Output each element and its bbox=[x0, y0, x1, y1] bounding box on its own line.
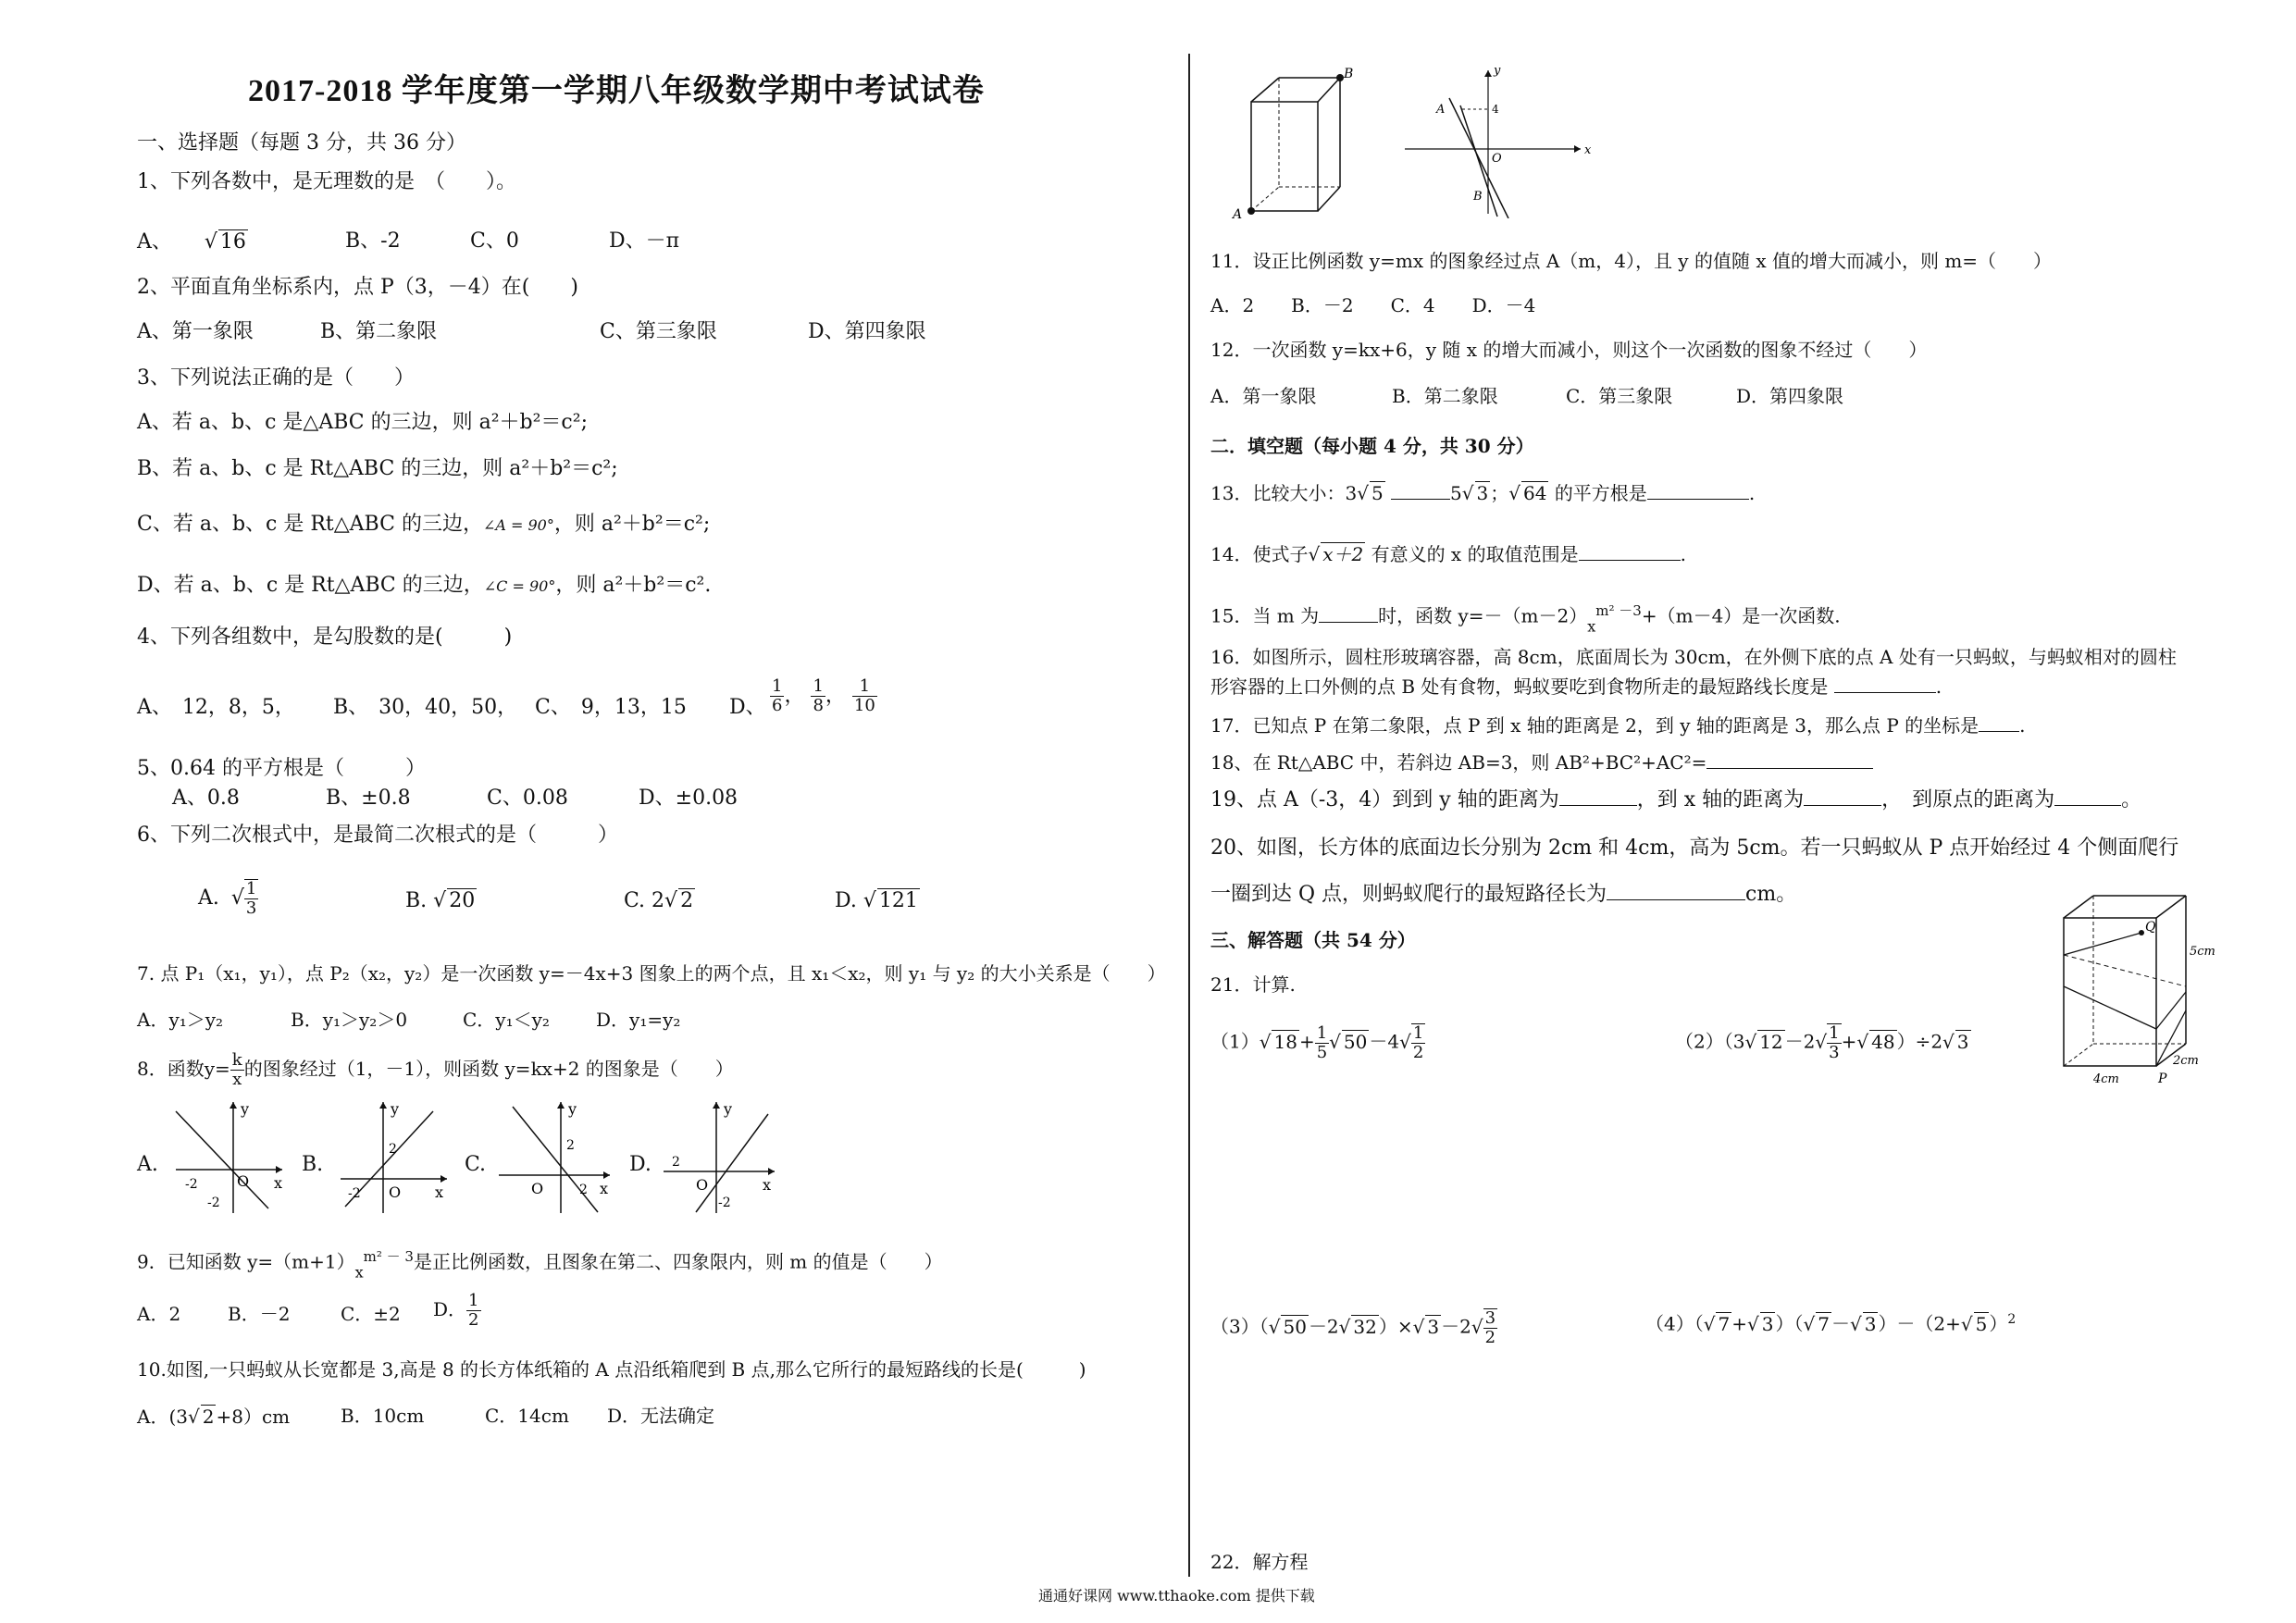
q6-stem: 6、下列二次根式中，是最简二次根式的是（ ） bbox=[137, 824, 618, 847]
q10-option-a: A．(3√ 2 +8）cm bbox=[137, 1406, 290, 1428]
tick-label: 2 bbox=[672, 1155, 680, 1170]
q2-option-a: A、第一象限 bbox=[137, 320, 254, 343]
q7-options bbox=[137, 1009, 785, 1031]
q2-stem: 2、平面直角坐标系内，点 P（3，－4）在( ) bbox=[137, 276, 578, 299]
q4-stem: 4、下列各组数中，是勾股数的是( ) bbox=[137, 626, 513, 649]
q20-prism-figure bbox=[2053, 890, 2219, 1090]
q2-option-c: C、第三象限 bbox=[600, 320, 717, 343]
q8-stem: 8．函数y= $\frac{k}{x}$ 的图象经过（1，－1），则函数 y=kx+2 的图象是（ ） bbox=[137, 1050, 734, 1089]
tick-label: -2 bbox=[185, 1177, 198, 1192]
q3-option-b: B、若 a、b、c 是 Rt△ABC 的三边，则 a²＋b²＝c²; bbox=[137, 457, 618, 480]
y-axis-label: y bbox=[568, 1100, 577, 1118]
q21-part-1: （1）√ 18 + $\frac{1}{5}$ √ 50 －4√ $\frac{1}{2}$ bbox=[1210, 1023, 1425, 1062]
q10-option-d: D．无法确定 bbox=[607, 1405, 715, 1427]
q10-options bbox=[137, 1405, 785, 1428]
q21-part-4: （4）（√ 7 +√ 3 ）（√ 7 －√ 3 ）－（2+√ 5 ）$^2$ bbox=[1645, 1308, 2016, 1335]
angle-a-label: ∠A = 90° bbox=[482, 516, 554, 534]
q4-option-a: A、 12，8，5， bbox=[137, 696, 295, 719]
q17-text: 17．已知点 P 在第二象限，点 P 到 x 轴的距离是 2，到 y 轴的距离是 3，那么点 P 的坐标是 . bbox=[1210, 714, 2026, 737]
q21-part-2: （2）（3√ 12 －2√ $\frac{1}{3}$ +√ 48 ）÷2√ 3 bbox=[1675, 1023, 1971, 1062]
q18-text: 18、在 Rt△ABC 中，若斜边 AB=3，则 AB²+BC²+AC²= bbox=[1210, 751, 1873, 774]
q6-option-c: C. 2√ 2 bbox=[624, 888, 695, 913]
q9-option-a: A．2 bbox=[137, 1303, 181, 1325]
fraction: $\frac{1}{10}$ bbox=[853, 676, 875, 715]
q2-options bbox=[137, 320, 951, 344]
q4-option-d: D、 bbox=[729, 696, 766, 719]
q22-title: 22．解方程 bbox=[1210, 1551, 1309, 1573]
q7-option-c: C．y₁＜y₂ bbox=[463, 1009, 550, 1031]
q1-option-c: C、0 bbox=[470, 229, 519, 253]
q20-line-2: 一圈到达 Q 点，则蚂蚁爬行的最短路径长为 cm。 bbox=[1210, 883, 1797, 906]
q6-option-a: A. bbox=[198, 886, 219, 910]
q9-option-c: C．±2 bbox=[341, 1303, 401, 1325]
q12-option-a: A．第一象限 bbox=[1210, 385, 1317, 407]
q5-option-a: A、0.8 bbox=[172, 787, 240, 810]
x-axis-label: x bbox=[600, 1180, 609, 1197]
width-label: 2cm bbox=[2173, 1054, 2199, 1068]
q16-line-1: 16．如图所示，圆柱形玻璃容器，高 8cm，底面周长为 30cm，在外侧下底的点 A 处有一只蚂蚁，与蚂蚁相对的圆柱 bbox=[1210, 646, 2177, 668]
q2-option-b: B、第二象限 bbox=[320, 320, 438, 343]
x-axis-label: x bbox=[274, 1174, 283, 1192]
tick-label: 2 bbox=[566, 1138, 575, 1153]
point-q-label: Q bbox=[2145, 920, 2156, 935]
origin-label: O bbox=[1492, 152, 1502, 166]
y-axis-label: y bbox=[724, 1100, 733, 1118]
y-axis-label: y bbox=[391, 1100, 400, 1118]
q10-stem: 10.如图,一只蚂蚁从长宽都是 3,高是 8 的长方体纸箱的 A 点沿纸箱爬到 B 点,那么它所行的最短路线的长是( ) bbox=[137, 1358, 1086, 1381]
q12-option-d: D．第四象限 bbox=[1736, 385, 1844, 407]
q7-option-a: A．y₁＞y₂ bbox=[137, 1009, 224, 1031]
q8-label-d: D. bbox=[629, 1153, 652, 1176]
page-title: 2017-2018 学年度第一学期八年级数学期中考试试卷 bbox=[248, 74, 985, 108]
q11-stem: 11．设正比例函数 y=mx 的图象经过点 A（m，4），且 y 的值随 x 值的增大而减小，则 m=（ ） bbox=[1210, 250, 2053, 272]
q6-option-d: D. √ 121 bbox=[835, 888, 920, 913]
origin-label: O bbox=[531, 1180, 544, 1197]
q8-label-c: C. bbox=[465, 1153, 487, 1176]
tick-label: 4 bbox=[1492, 103, 1499, 116]
angle-c-label: ∠C = 90° bbox=[483, 577, 556, 595]
tick-label: -2 bbox=[207, 1196, 220, 1210]
q6-option-b: B. √ 20 bbox=[405, 888, 477, 913]
q12-option-b: B．第二象限 bbox=[1392, 385, 1498, 407]
q5-option-d: D、±0.08 bbox=[639, 787, 738, 810]
section-3-heading: 三、解答题（共 54 分） bbox=[1210, 929, 1416, 951]
section-2-heading: 二．填空题（每小题 4 分，共 30 分） bbox=[1210, 435, 1534, 457]
q3-option-d: D、若 a、b、c 是 Rt△ABC 的三边，∠C = 90°，则 a²＋b²＝c². bbox=[137, 574, 712, 597]
q10-option-c: C．14cm bbox=[485, 1405, 569, 1427]
x-axis-label: x bbox=[1584, 143, 1592, 157]
q14-text: 14．使式子√ x＋2 有意义的 x 的取值范围是 . bbox=[1210, 542, 1686, 565]
point-b-label: B bbox=[1473, 190, 1483, 204]
q4-option-b: B、 30，40，50， bbox=[333, 696, 518, 719]
q12-option-c: C．第三象限 bbox=[1566, 385, 1673, 407]
q10-option-b: B．10cm bbox=[341, 1405, 425, 1427]
y-axis-label: y bbox=[1494, 64, 1501, 78]
q12-options bbox=[1210, 385, 1858, 407]
q5-options bbox=[172, 787, 820, 811]
x-axis-label: x bbox=[763, 1176, 772, 1194]
q3-stem: 3、下列说法正确的是（ ） bbox=[137, 366, 415, 390]
point-a-label: A bbox=[1233, 207, 1243, 222]
q1-option-b: B、-2 bbox=[345, 229, 401, 253]
q11-axes-figure bbox=[1396, 61, 1599, 218]
q11-options: A．2 B．－2 C．4 D．－4 bbox=[1210, 294, 1536, 316]
q8-graph-b bbox=[331, 1097, 452, 1218]
q5-option-b: B、±0.8 bbox=[326, 787, 411, 810]
tick-label: 2 bbox=[579, 1183, 588, 1197]
q8-label-b: B. bbox=[302, 1153, 324, 1176]
q3-option-a: A、若 a、b、c 是△ABC 的三边，则 a²＋b²＝c²; bbox=[137, 411, 588, 434]
q1-stem: 1、下列各数中，是无理数的是 （ ）。 bbox=[137, 170, 516, 193]
q4-option-d-fractions: $\frac{1}{6}$ ， $\frac{1}{8}$ ， $\frac{1}{10}$ bbox=[772, 676, 875, 715]
point-b-label: B bbox=[1344, 67, 1354, 81]
q6-option-a-sqrt-frac: √ $\frac{1}{3}$ bbox=[231, 886, 258, 910]
height-label: 5cm bbox=[2190, 945, 2215, 959]
q9-option-b: B．－2 bbox=[228, 1303, 291, 1325]
q8-graph-d bbox=[659, 1097, 779, 1218]
q7-stem: 7. 点 P₁（x₁，y₁），点 P₂（x₂，y₂）是一次函数 y=－4x+3 图象上的两个点，且 x₁＜x₂，则 y₁ 与 y₂ 的大小关系是（ ） bbox=[137, 962, 1166, 985]
fraction: $\frac{1}{6}$ bbox=[772, 676, 783, 715]
origin-label: O bbox=[696, 1176, 709, 1194]
fraction: $\frac{1}{8}$ bbox=[813, 676, 824, 715]
q15-text: 15．当 m 为 时，函数 $y=-(m-2)_x^{m^2 -3}+(m-4)$是一次函数. bbox=[1210, 602, 1841, 636]
q7-option-d: D．y₁=y₂ bbox=[596, 1009, 681, 1031]
q3-option-c: C、若 a、b、c 是 Rt△ABC 的三边，∠A = 90°，则 a²＋b²＝c²; bbox=[137, 513, 711, 536]
q6-options bbox=[198, 879, 938, 918]
q21-part-3: （3）（√ 50 －2√ 32 ）×√ 3 －2√ $\frac{3}{2}$ bbox=[1210, 1308, 1497, 1347]
point-p-label: P bbox=[2158, 1072, 2167, 1086]
q10-box-figure bbox=[1220, 65, 1359, 222]
q1-option-a: A、 bbox=[137, 230, 172, 254]
q5-option-c: C、0.08 bbox=[487, 787, 568, 810]
tick-label: -2 bbox=[718, 1196, 731, 1210]
q9-option-d: D． $\frac{1}{2}$ bbox=[433, 1291, 479, 1330]
q9-stem: 9．已知函数 $y=(m+1)_x^{m^2 - 3}$是正比例函数，且图象在第二、四象限内，则 m 的值是（ ） bbox=[137, 1248, 943, 1282]
footer-source: 通通好课网 www.tthaoke.com 提供下载 bbox=[1038, 1587, 1315, 1604]
q12-stem: 12．一次函数 y=kx+6，y 随 x 的增大而减小，则这个一次函数的图象不经过（ ） bbox=[1210, 339, 1928, 361]
q4-option-c: C、 9，13，15 bbox=[535, 696, 687, 719]
q21-title: 21．计算. bbox=[1210, 973, 1296, 996]
q16-line-2: 形容器的上口外侧的点 B 处有食物，蚂蚁要吃到食物所走的最短路线长度是 . bbox=[1210, 675, 1942, 698]
tick-label: -2 bbox=[348, 1186, 361, 1201]
x-axis-label: x bbox=[435, 1183, 444, 1201]
q13-text: 13．比较大小：3√ 5 5√ 3 ；√ 64 的平方根是 . bbox=[1210, 481, 1755, 504]
section-1-heading: 一、选择题（每题 3 分，共 36 分） bbox=[137, 131, 466, 155]
q8-graph-a bbox=[167, 1097, 287, 1218]
q1-option-a-sqrt: √ 16 bbox=[205, 230, 248, 254]
origin-label: O bbox=[237, 1172, 250, 1190]
q9-options bbox=[137, 1291, 600, 1330]
q1-options bbox=[137, 229, 680, 254]
q5-stem: 5、0.64 的平方根是（ ） bbox=[137, 757, 426, 780]
q8-label-a: A. bbox=[137, 1153, 158, 1176]
q1-option-d: D、－π bbox=[609, 229, 680, 253]
origin-label: O bbox=[389, 1183, 402, 1201]
q7-option-b: B．y₁＞y₂＞0 bbox=[291, 1009, 408, 1031]
q2-option-d: D、第四象限 bbox=[808, 320, 926, 343]
q19-text: 19、点 A（-3，4）到到 y 轴的距离为 ，到 x 轴的距离为 ， 到原点的距离为 。 bbox=[1210, 788, 2142, 812]
length-label: 4cm bbox=[2093, 1072, 2119, 1086]
tick-label: 2 bbox=[389, 1142, 397, 1157]
column-divider bbox=[1188, 54, 1190, 1577]
q8-graph-c bbox=[494, 1097, 614, 1218]
y-axis-label: y bbox=[241, 1100, 250, 1118]
point-a-label: A bbox=[1436, 103, 1446, 117]
q20-line-1: 20、如图，长方体的底面边长分别为 2cm 和 4cm，高为 5cm。若一只蚂蚁从 P 点开始经过 4 个侧面爬行 bbox=[1210, 836, 2179, 860]
